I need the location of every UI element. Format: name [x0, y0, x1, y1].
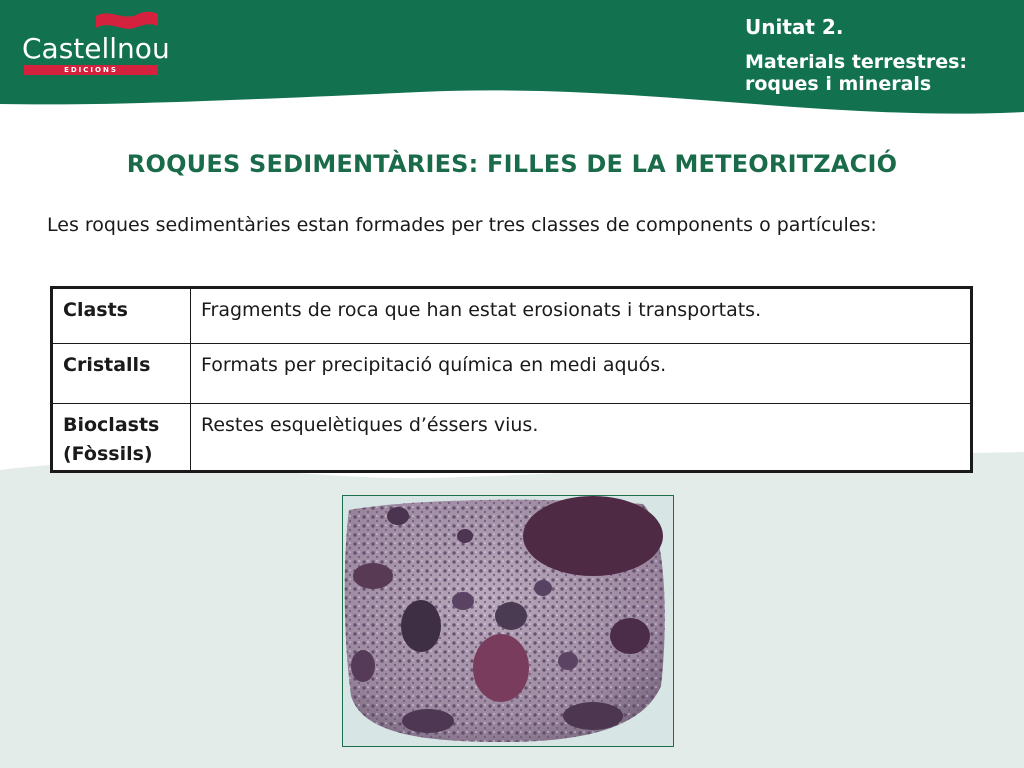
unit-subtitle: Materials terrestres: roques i minerals — [745, 51, 967, 95]
rock-photo — [342, 495, 674, 747]
unit-title: Unitat 2. — [745, 15, 844, 39]
logo-text: Castellnou — [22, 32, 170, 65]
conglomerate-rock-icon — [343, 496, 673, 746]
definition-cell: Formats per precipitació química en medi aquós. — [191, 344, 972, 404]
definition-cell: Restes esquelètiques d’éssers vius. — [191, 404, 972, 472]
definition-cell: Fragments de roca que han estat erosionats i transportats. — [191, 288, 972, 344]
table-row — [52, 288, 972, 344]
page-title: ROQUES SEDIMENTÀRIES: FILLES DE LA METEORITZACIÓ — [126, 150, 898, 178]
components-table — [50, 286, 973, 473]
logo-flag-icon — [94, 10, 160, 32]
term-cell: Bioclasts (Fòssils) — [52, 404, 191, 472]
intro-paragraph: Les roques sedimentàries estan formades per tres classes de components o partícules: — [47, 214, 877, 236]
term-cell: Cristalls — [52, 344, 191, 404]
term-cell: Clasts — [52, 288, 191, 344]
table-row — [52, 404, 972, 472]
table-row — [52, 344, 972, 404]
logo-tagline: EDICIONS — [24, 65, 158, 75]
publisher-logo — [22, 10, 170, 80]
